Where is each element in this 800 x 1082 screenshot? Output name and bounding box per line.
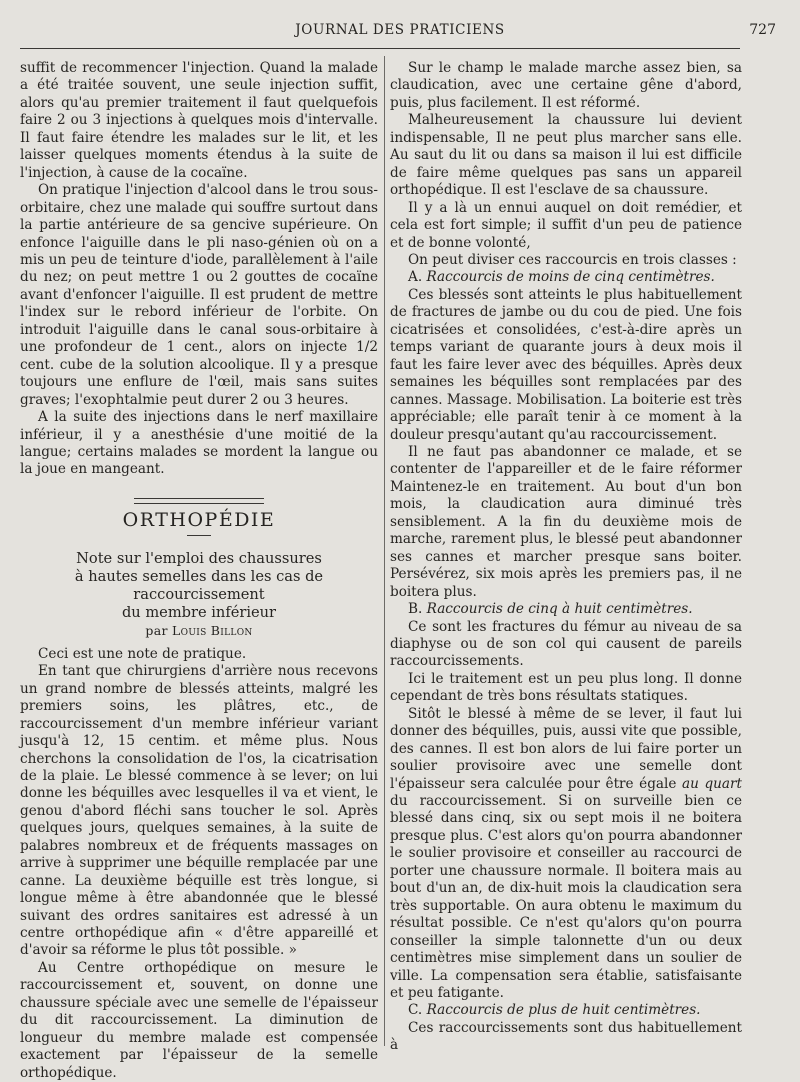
paragraph: Malheureusement la chaussure lui devient indispensable, Il ne peut plus marcher sans elle. Au saut du lit ou dans sa maison il lui est difficile de faire même quelques pas sans un appareil orthopédique. Il est l'esclave de sa chaussure. — [390, 112, 742, 199]
subheading-b — [390, 601, 742, 618]
text-run: du raccourcissement. Si on surveille bien ce blessé dans cinq, six ou sept mois il ne boitera presque plus. C'est alors qu'on pourra abandonner le soulier provisoire et conseiller au raccourci de porter une chaussure normale. Il boitera mais au bout d'un an, de dix-huit mois la claudication sera très supportable. On aura obtenu le maximum du résultat possible. Ce n'est qu'alors qu'on pourra conseiller la simple talonnette d'un ou deux centimètres mise simplement dans un soulier de ville. La compensation sera établie, satisfaisante et peu fatigante. — [390, 793, 742, 1002]
paragraph: En tant que chirurgiens d'arrière nous recevons un grand nombre de blessés atteints, malgré les premiers soins, les plâtres, etc., de raccourcissement d'un membre inférieur variant jusqu'à 12, 15 centim. et même plus. Nous cherchons la consolidation de l'os, la cicatrisation de la plaie. Le blessé commence à se lever; on lui donne les béquilles avec lesquelles il va et vient, le genou d'abord fléchi sans toucher le sol. Après quelques jours, quelques semaines, à la suite de palabres nombreux et de fréquents massages on arrive à supprimer une béquille remplacée par une canne. La deuxième béquille est très longue, si longue même à être abandonnée que le blessé suivant des ordres sanitaires est adressé à un centre orthopédique afin « d'être appareillé et d'avoir sa réforme le plus tôt possible. » — [20, 663, 378, 959]
paragraph: Ces raccourcissements sont dus habituellement à — [390, 1019, 742, 1054]
paragraph: Au Centre orthopédique on mesure le raccourcissement et, souvent, on donne une chaussure spéciale avec une semelle de l'épaisseur du dit raccourcissement. La diminution de longueur du membre malade est compensée exactement par l'épaisseur de la semelle orthopédique. — [20, 959, 378, 1081]
author-name: Louis Billon — [172, 623, 253, 639]
subheading-letter: C. — [408, 1002, 423, 1019]
left-column — [20, 60, 378, 1082]
short-divider — [187, 535, 211, 536]
header-rule — [20, 48, 740, 49]
article-title-line: du membre inférieur — [121, 604, 277, 622]
section-divider — [134, 498, 264, 504]
paragraph: A la suite des injections dans le nerf maxillaire inférieur, il y a anesthésie d'une moitié de la langue; certains malades se mordent la langue ou la joue en mangeant. — [20, 409, 378, 478]
text-run: Sitôt le blessé à même de se lever, il faut lui donner des béquilles, puis, aussi vite que possible, des cannes. Il est bon alors de lui faire porter un soulier provisoire avec une semelle dont l'épaisseur sera calculée pour être égale — [390, 705, 742, 792]
article-title-line: à hautes semelles dans les cas de raccourcissement — [74, 568, 324, 604]
subheading-c — [390, 1002, 742, 1019]
paragraph: suffit de recommencer l'injection. Quand la malade a été traitée souvent, une seule injection suffit, alors qu'au premier traitement il faut quelquefois faire 2 ou 3 injections à quelques mois d'intervalle. Il faut faire étendre les malades sur le lit, et les laisser quelques moments étendus à la suite de l'injection, à cause de la cocaïne. — [20, 60, 378, 181]
paragraph: Ici le traitement est un peu plus long. Il donne cependant de très bons résultats statiques. — [390, 670, 742, 705]
paragraph: Ceci est une note de pratique. — [38, 645, 247, 662]
subheading-a — [390, 269, 742, 286]
subheading-letter: B. — [408, 601, 423, 618]
paragraph: On peut diviser ces raccourcis en trois classes : — [408, 251, 737, 268]
subheading-text: Raccourcis de moins de cinq centimètres. — [426, 269, 715, 286]
byline — [20, 622, 378, 639]
emphasis: au quart — [682, 775, 742, 792]
paragraph: Ces blessés sont atteints le plus habituellement de fractures de jambe ou du cou de pied. Une fois cicatrisées et consolidées, c'est-à-dire après un temps variant de quarante jours à deux mois il faut les faire lever avec des béquilles. Après deux semaines les béquilles sont remplacées par des cannes. Massage. Mobilisation. La boiterie est très appréciable; elle paraît tenir à ce moment à la douleur presqu'autant qu'au raccourcissement. — [390, 286, 742, 443]
subheading-text: Raccourcis de plus de huit centimètres. — [426, 1002, 701, 1019]
paragraph: On pratique l'injection d'alcool dans le trou sous-orbitaire, chez une malade qui souffre surtout dans la partie antérieure de sa gencive supérieure. On enfonce l'aiguille dans le pli naso-génien où on a mis un peu de teinture d'iode, parallèlement à l'aile du nez; on peut mettre 1 ou 2 gouttes de cocaïne avant d'enfoncer l'aiguille. Il est prudent de mettre l'index sur le rebord inférieur de l'orbite. On introduit l'aiguille dans le canal sous-orbitaire à une profondeur de 1 cent., alors on injecte 1/2 cent. cube de la solution alcoolique. Il y a presque toujours une enflure de l'œil, mais sans suites graves; l'exophtalmie peut durer 2 ou 3 heures. — [20, 182, 378, 408]
paragraph: Il ne faut pas abandonner ce malade, et se contenter de l'appareiller et de le faire réformer Maintenez-le en traitement. Au bout d'un bon mois, la claudication aura diminué très sensiblement. A la fin du deuxième mois de marche, rarement plus, le blessé peut abandonner ses cannes et marcher presque sans boiter. Persévérez, six mois après les premiers pas, il ne boitera plus. — [390, 443, 742, 600]
page-header — [24, 22, 776, 42]
subheading-text: Raccourcis de cinq à huit centimètres. — [426, 601, 693, 618]
paragraph — [390, 706, 742, 1003]
paragraph: Sur le champ le malade marche assez bien, sa claudication, avec une certaine gêne d'abord, puis, plus facilement. Il est réformé. — [390, 60, 742, 111]
subheading-letter: A. — [408, 269, 423, 286]
page-number: 727 — [749, 22, 776, 38]
article-title-line: Note sur l'emploi des chaussures — [76, 550, 322, 568]
section-title: ORTHOPÉDIE — [122, 508, 276, 531]
column-separator — [384, 56, 385, 1046]
byline-prefix: par — [145, 623, 168, 639]
paragraph: Il y a là un ennui auquel on doit remédier, et cela est fort simple; il suffit d'un peu de patience et de bonne volonté, — [390, 199, 742, 251]
right-column — [390, 60, 742, 1055]
paragraph: Ce sont les fractures du fémur au niveau de sa diaphyse ou de son col qui causent de pareils raccourcissements. — [390, 618, 742, 670]
running-title: JOURNAL DES PRATICIENS — [295, 22, 505, 38]
